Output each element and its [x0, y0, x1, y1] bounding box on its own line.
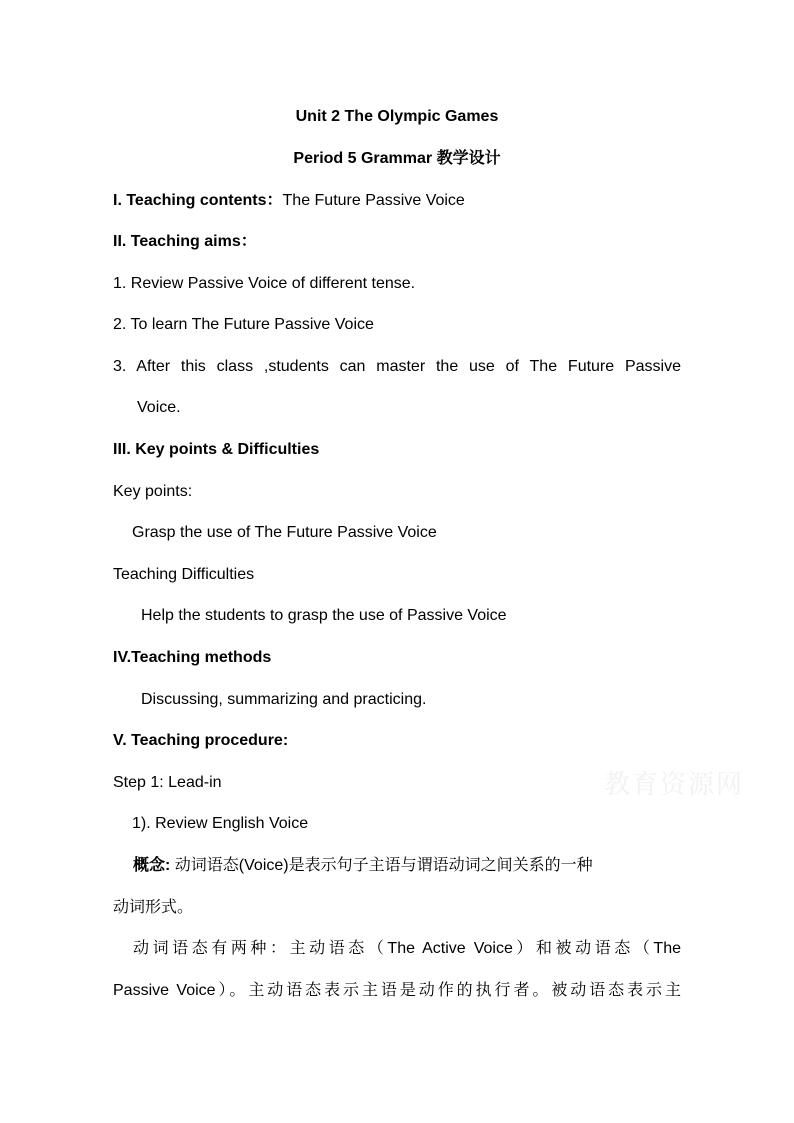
concept-text: 动词语态(Voice)是表示句子主语与谓语动词之间关系的一种	[174, 857, 593, 874]
section-heading-teaching-methods: IV.Teaching methods	[113, 649, 272, 666]
aim-item-1: 1. Review Passive Voice of different tense.	[113, 275, 416, 292]
section-heading-teaching-aims: II. Teaching aims：	[113, 233, 257, 250]
voice-types-text-continued: Passive Voice）。主动语态表示主语是动作的执行者。被动语态表示主	[113, 982, 681, 999]
aim-item-3: 3. After this class ,students can master the use of The Future Passive	[113, 358, 681, 375]
voice-types-text: 动词语态有两种：主动语态（The Active Voice）和被动语态（The	[133, 940, 681, 957]
section-text: The Future Passive Voice	[282, 192, 465, 209]
step-1-item: 1). Review English Voice	[132, 815, 309, 832]
section-heading: I. Teaching contents：	[113, 192, 283, 209]
step-1-heading: Step 1: Lead-in	[113, 774, 222, 791]
concept-paragraph	[133, 855, 681, 877]
aim-item-3-continued: Voice.	[137, 399, 181, 416]
watermark: 教育资源网	[604, 770, 745, 800]
difficulties-text: Help the students to grasp the use of Passive Voice	[141, 607, 507, 624]
teaching-methods-text: Discussing, summarizing and practicing.	[141, 691, 427, 708]
key-points-label: Key points:	[113, 483, 193, 500]
difficulties-label: Teaching Difficulties	[113, 566, 255, 583]
key-points-text: Grasp the use of The Future Passive Voice	[132, 524, 437, 541]
section-teaching-contents	[113, 190, 681, 212]
document-title: Unit 2 The Olympic Games	[295, 108, 499, 125]
document-subtitle: Period 5 Grammar 教学设计	[293, 150, 501, 167]
aim-item-2: 2. To learn The Future Passive Voice	[113, 316, 374, 333]
section-heading-teaching-procedure: V. Teaching procedure:	[113, 732, 289, 749]
concept-text-continued: 动词形式。	[113, 899, 194, 916]
concept-label: 概念:	[133, 857, 171, 874]
section-heading-key-points: III. Key points & Difficulties	[113, 441, 320, 458]
